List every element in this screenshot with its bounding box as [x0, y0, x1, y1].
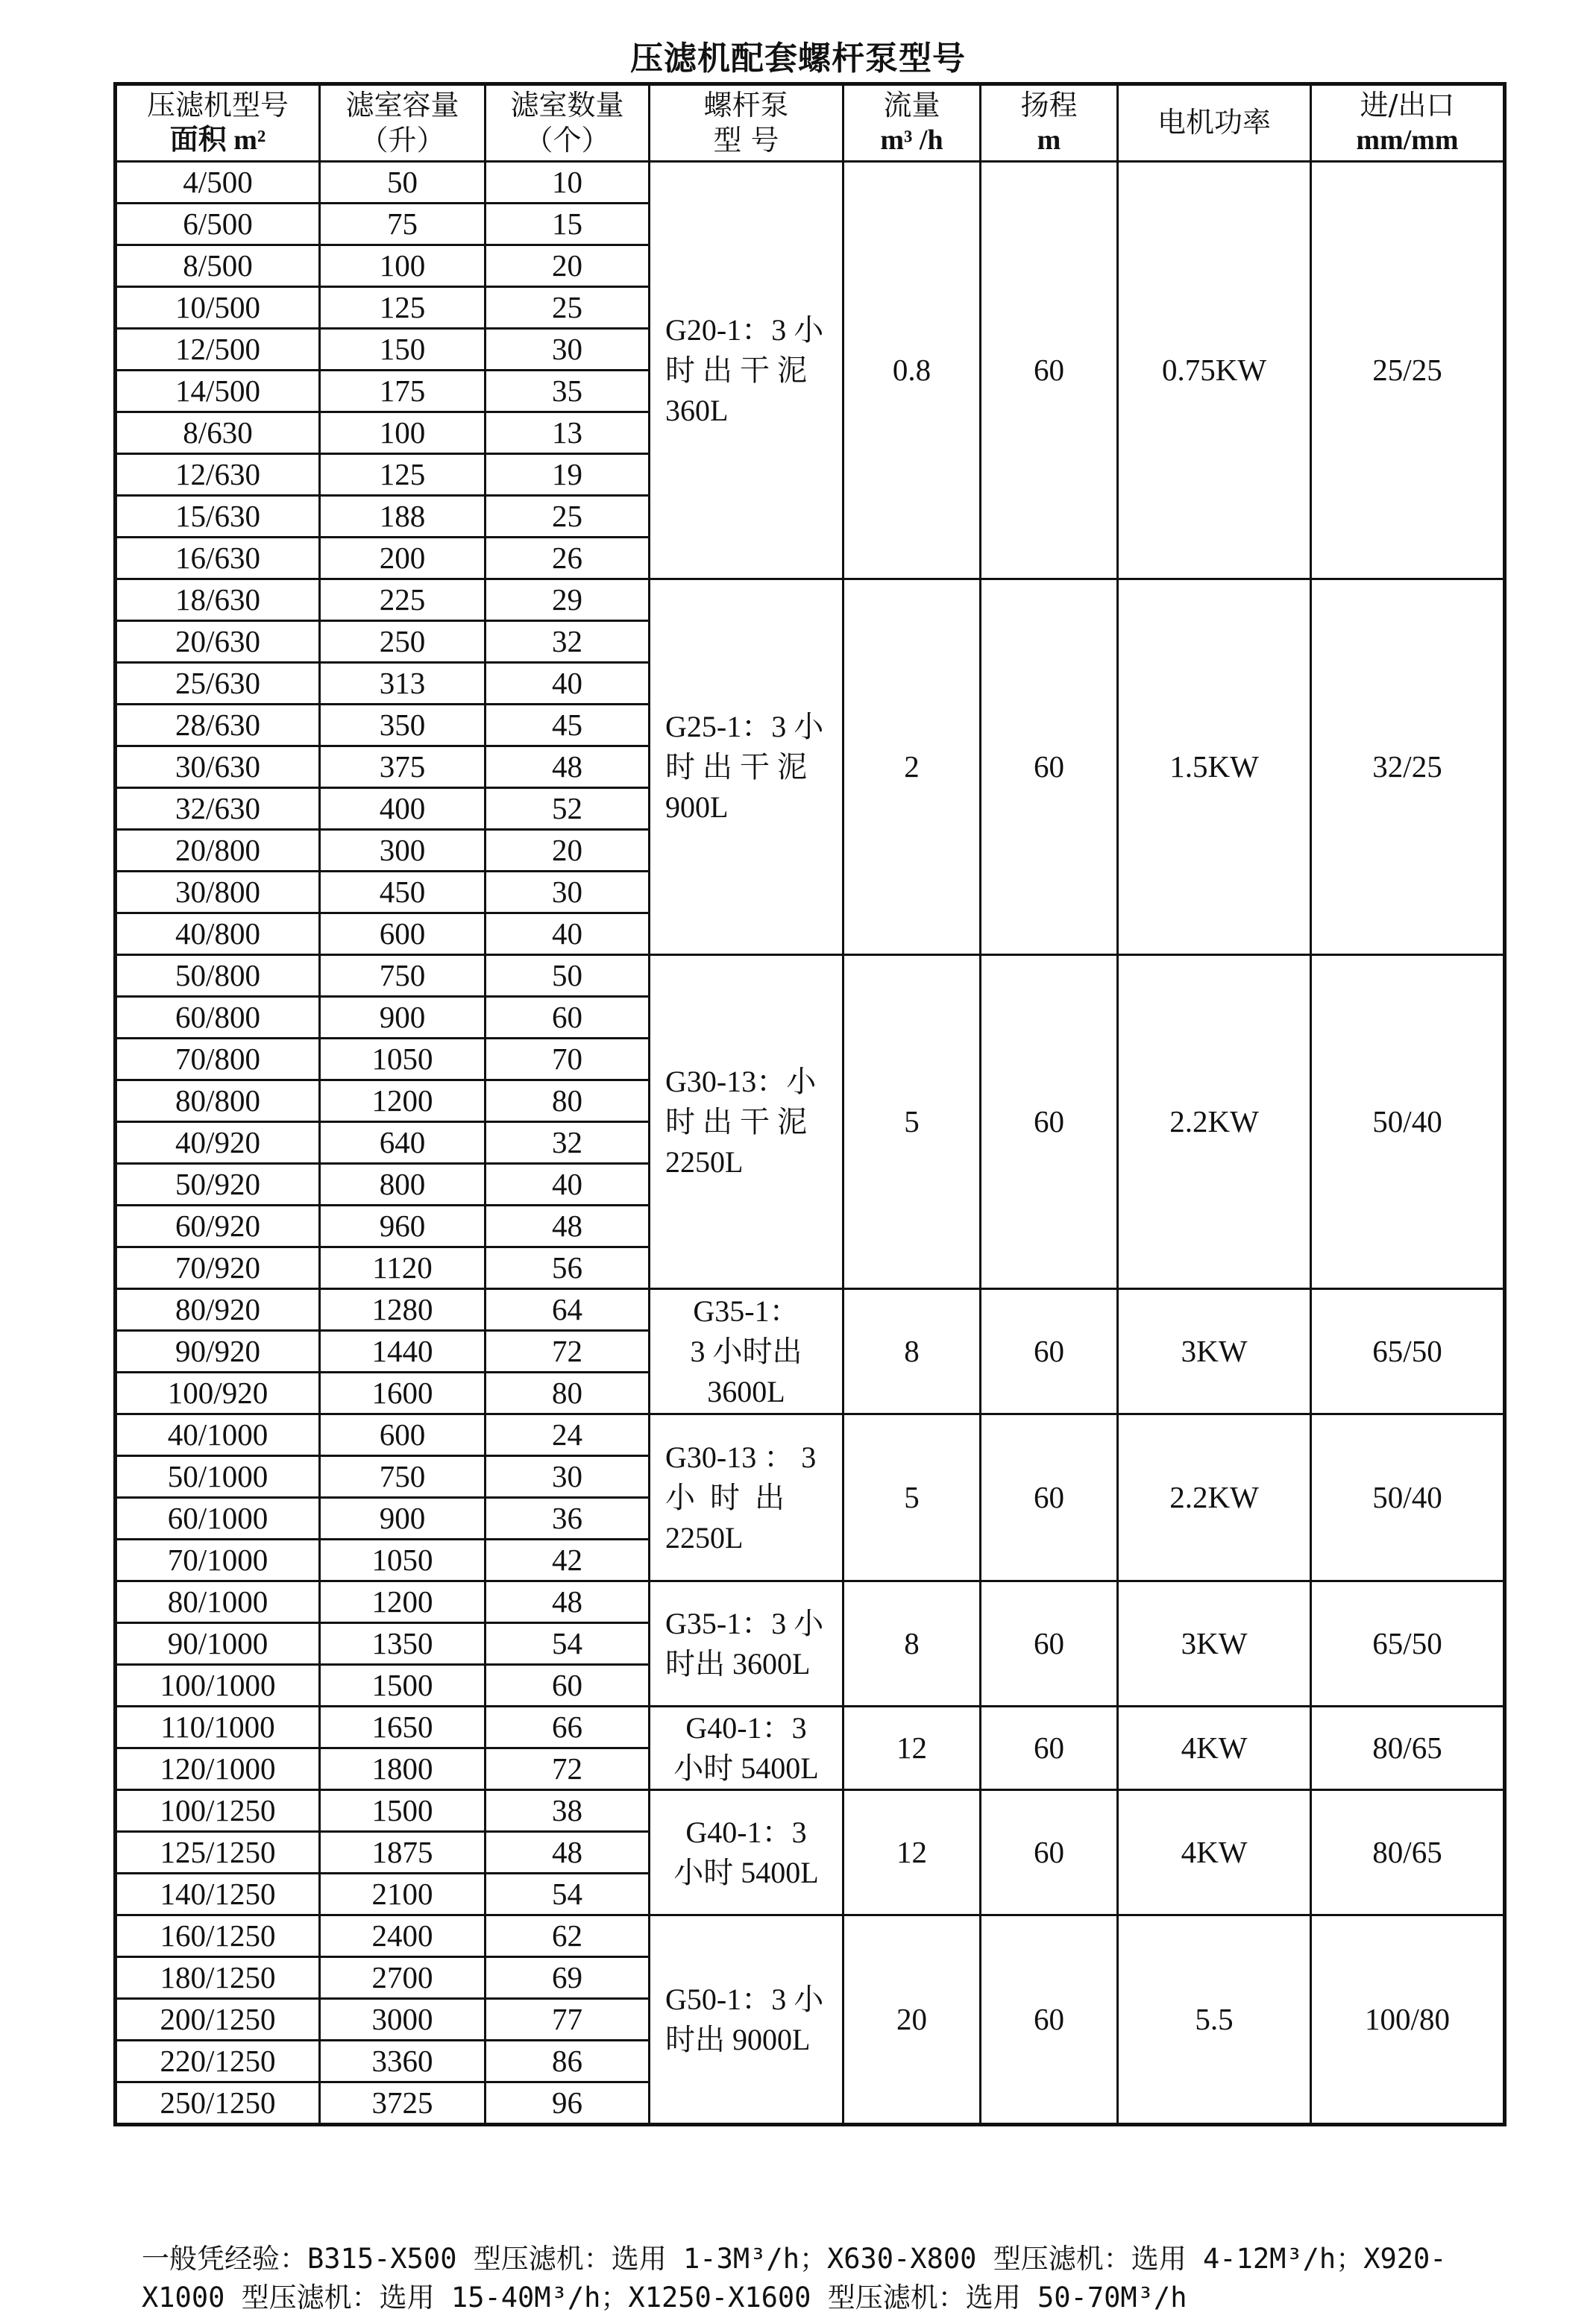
- capacity-cell: 450: [320, 872, 486, 913]
- model-cell: 60/800: [116, 997, 320, 1039]
- inlet-outlet-cell: 50/40: [1311, 1414, 1505, 1581]
- chamber-count-cell: 35: [486, 371, 650, 412]
- flow-cell: 0.8: [843, 162, 981, 579]
- lift-cell: 60: [981, 1915, 1118, 2125]
- capacity-cell: 1200: [320, 1080, 486, 1122]
- capacity-cell: 2400: [320, 1915, 486, 1957]
- model-cell: 40/1000: [116, 1414, 320, 1456]
- model-cell: 90/920: [116, 1331, 320, 1373]
- chamber-count-cell: 72: [486, 1331, 650, 1373]
- capacity-cell: 1350: [320, 1623, 486, 1665]
- pump-spec-table: [113, 82, 1507, 2126]
- lift-cell: 60: [981, 1707, 1118, 1790]
- chamber-count-cell: 32: [486, 1122, 650, 1164]
- capacity-cell: 600: [320, 913, 486, 955]
- capacity-cell: 1650: [320, 1707, 486, 1748]
- header-flow: 流量 m³ /h: [843, 84, 981, 162]
- capacity-cell: 1280: [320, 1289, 486, 1331]
- inlet-outlet-cell: 80/65: [1311, 1790, 1505, 1915]
- capacity-cell: 900: [320, 1498, 486, 1540]
- model-cell: 40/920: [116, 1122, 320, 1164]
- document-title: 压滤机配套螺杆泵型号: [630, 40, 966, 78]
- chamber-count-cell: 62: [486, 1915, 650, 1957]
- header-capacity: 滤室容量 （升）: [320, 84, 486, 162]
- table-row: [116, 1915, 1505, 1957]
- chamber-count-cell: 96: [486, 2082, 650, 2125]
- model-cell: 16/630: [116, 538, 320, 579]
- model-cell: 100/1000: [116, 1665, 320, 1707]
- lift-cell: 60: [981, 1581, 1118, 1707]
- lift-cell: 60: [981, 955, 1118, 1289]
- table-row: [116, 579, 1505, 621]
- chamber-count-cell: 25: [486, 287, 650, 329]
- flow-cell: 12: [843, 1707, 981, 1790]
- model-cell: 90/1000: [116, 1623, 320, 1665]
- model-cell: 125/1250: [116, 1832, 320, 1874]
- capacity-cell: 300: [320, 830, 486, 872]
- chamber-count-cell: 19: [486, 454, 650, 496]
- capacity-cell: 1600: [320, 1373, 486, 1414]
- chamber-count-cell: 24: [486, 1414, 650, 1456]
- capacity-cell: 1500: [320, 1665, 486, 1707]
- model-cell: 20/630: [116, 621, 320, 663]
- model-cell: 70/920: [116, 1247, 320, 1289]
- model-cell: 6/500: [116, 204, 320, 245]
- capacity-cell: 960: [320, 1206, 486, 1247]
- chamber-count-cell: 20: [486, 830, 650, 872]
- model-cell: 80/920: [116, 1289, 320, 1331]
- motor-power-cell: 3KW: [1118, 1581, 1311, 1707]
- motor-power-cell: 3KW: [1118, 1289, 1311, 1414]
- flow-cell: 8: [843, 1581, 981, 1707]
- motor-power-cell: 4KW: [1118, 1707, 1311, 1790]
- model-cell: 20/800: [116, 830, 320, 872]
- footer-note-line-1: 一般凭经验：B315-X500 型压滤机：选用 1-3M³/h；X630-X800 型压滤机：选用 4-12M³/h；X920-: [142, 2243, 1447, 2275]
- pump-model-cell: G25-1：3 小 时 出 干 泥 900L: [650, 579, 843, 955]
- capacity-cell: 640: [320, 1122, 486, 1164]
- inlet-outlet-cell: 65/50: [1311, 1289, 1505, 1414]
- lift-cell: 60: [981, 579, 1118, 955]
- chamber-count-cell: 48: [486, 1581, 650, 1623]
- motor-power-cell: 2.2KW: [1118, 1414, 1311, 1581]
- pump-model-cell: G30-13：小 时 出 干 泥 2250L: [650, 955, 843, 1289]
- model-cell: 30/800: [116, 872, 320, 913]
- capacity-cell: 225: [320, 579, 486, 621]
- model-cell: 8/500: [116, 245, 320, 287]
- chamber-count-cell: 66: [486, 1707, 650, 1748]
- inlet-outlet-cell: 50/40: [1311, 955, 1505, 1289]
- chamber-count-cell: 40: [486, 1164, 650, 1206]
- capacity-cell: 188: [320, 496, 486, 538]
- chamber-count-cell: 36: [486, 1498, 650, 1540]
- capacity-cell: 800: [320, 1164, 486, 1206]
- chamber-count-cell: 60: [486, 997, 650, 1039]
- model-cell: 140/1250: [116, 1874, 320, 1915]
- model-cell: 60/920: [116, 1206, 320, 1247]
- capacity-cell: 2700: [320, 1957, 486, 1999]
- model-cell: 80/1000: [116, 1581, 320, 1623]
- pump-model-cell: G30-13 ： 3 小 时 出 2250L: [650, 1414, 843, 1581]
- capacity-cell: 750: [320, 955, 486, 997]
- inlet-outlet-cell: 25/25: [1311, 162, 1505, 579]
- flow-cell: 12: [843, 1790, 981, 1915]
- capacity-cell: 600: [320, 1414, 486, 1456]
- chamber-count-cell: 77: [486, 1999, 650, 2041]
- chamber-count-cell: 40: [486, 663, 650, 705]
- pump-model-cell: G35-1：3 小 时出 3600L: [650, 1581, 843, 1707]
- flow-cell: 5: [843, 1414, 981, 1581]
- chamber-count-cell: 10: [486, 162, 650, 204]
- model-cell: 220/1250: [116, 2041, 320, 2082]
- model-cell: 18/630: [116, 579, 320, 621]
- model-cell: 100/1250: [116, 1790, 320, 1832]
- model-cell: 40/800: [116, 913, 320, 955]
- chamber-count-cell: 25: [486, 496, 650, 538]
- header-pump-model: 螺杆泵 型 号: [650, 84, 843, 162]
- capacity-cell: 125: [320, 454, 486, 496]
- chamber-count-cell: 29: [486, 579, 650, 621]
- model-cell: 15/630: [116, 496, 320, 538]
- pump-model-cell: G50-1：3 小 时出 9000L: [650, 1915, 843, 2125]
- capacity-cell: 375: [320, 746, 486, 788]
- chamber-count-cell: 60: [486, 1665, 650, 1707]
- motor-power-cell: 4KW: [1118, 1790, 1311, 1915]
- header-row: [116, 84, 1505, 162]
- inlet-outlet-cell: 100/80: [1311, 1915, 1505, 2125]
- chamber-count-cell: 56: [486, 1247, 650, 1289]
- capacity-cell: 175: [320, 371, 486, 412]
- header-lift: 扬程 m: [981, 84, 1118, 162]
- model-cell: 50/1000: [116, 1456, 320, 1498]
- chamber-count-cell: 32: [486, 621, 650, 663]
- model-cell: 32/630: [116, 788, 320, 830]
- capacity-cell: 900: [320, 997, 486, 1039]
- capacity-cell: 3725: [320, 2082, 486, 2125]
- chamber-count-cell: 86: [486, 2041, 650, 2082]
- model-cell: 200/1250: [116, 1999, 320, 2041]
- capacity-cell: 400: [320, 788, 486, 830]
- chamber-count-cell: 72: [486, 1748, 650, 1790]
- model-cell: 80/800: [116, 1080, 320, 1122]
- model-cell: 100/920: [116, 1373, 320, 1414]
- pump-model-cell: G40-1：3 小时 5400L: [650, 1707, 843, 1790]
- chamber-count-cell: 70: [486, 1039, 650, 1080]
- lift-cell: 60: [981, 162, 1118, 579]
- capacity-cell: 100: [320, 412, 486, 454]
- inlet-outlet-cell: 32/25: [1311, 579, 1505, 955]
- chamber-count-cell: 42: [486, 1540, 650, 1581]
- inlet-outlet-cell: 80/65: [1311, 1707, 1505, 1790]
- pump-model-cell: G35-1： 3 小时出 3600L: [650, 1289, 843, 1414]
- chamber-count-cell: 26: [486, 538, 650, 579]
- capacity-cell: 350: [320, 705, 486, 746]
- capacity-cell: 1050: [320, 1540, 486, 1581]
- chamber-count-cell: 69: [486, 1957, 650, 1999]
- flow-cell: 20: [843, 1915, 981, 2125]
- motor-power-cell: 5.5: [1118, 1915, 1311, 2125]
- chamber-count-cell: 48: [486, 746, 650, 788]
- model-cell: 14/500: [116, 371, 320, 412]
- chamber-count-cell: 30: [486, 329, 650, 371]
- pump-model-cell: G40-1：3 小时 5400L: [650, 1790, 843, 1915]
- lift-cell: 60: [981, 1790, 1118, 1915]
- capacity-cell: 1200: [320, 1581, 486, 1623]
- table-row: [116, 1790, 1505, 1832]
- capacity-cell: 75: [320, 204, 486, 245]
- capacity-cell: 750: [320, 1456, 486, 1498]
- chamber-count-cell: 54: [486, 1623, 650, 1665]
- model-cell: 250/1250: [116, 2082, 320, 2125]
- header-motor-power: 电机功率: [1118, 84, 1311, 162]
- chamber-count-cell: 48: [486, 1206, 650, 1247]
- capacity-cell: 1800: [320, 1748, 486, 1790]
- model-cell: 70/800: [116, 1039, 320, 1080]
- flow-cell: 8: [843, 1289, 981, 1414]
- footer-note-line-2: X1000 型压滤机：选用 15-40M³/h；X1250-X1600 型压滤机：选用 50-70M³/h: [142, 2282, 1187, 2314]
- capacity-cell: 200: [320, 538, 486, 579]
- model-cell: 180/1250: [116, 1957, 320, 1999]
- flow-cell: 5: [843, 955, 981, 1289]
- chamber-count-cell: 54: [486, 1874, 650, 1915]
- chamber-count-cell: 13: [486, 412, 650, 454]
- table-row: [116, 1414, 1505, 1456]
- chamber-count-cell: 80: [486, 1080, 650, 1122]
- model-cell: 8/630: [116, 412, 320, 454]
- header-model: 压滤机型号 面积 m²: [116, 84, 320, 162]
- capacity-cell: 125: [320, 287, 486, 329]
- chamber-count-cell: 38: [486, 1790, 650, 1832]
- chamber-count-cell: 40: [486, 913, 650, 955]
- table-row: [116, 955, 1505, 997]
- chamber-count-cell: 15: [486, 204, 650, 245]
- table-row: [116, 1581, 1505, 1623]
- motor-power-cell: 0.75KW: [1118, 162, 1311, 579]
- inlet-outlet-cell: 65/50: [1311, 1581, 1505, 1707]
- chamber-count-cell: 52: [486, 788, 650, 830]
- chamber-count-cell: 48: [486, 1832, 650, 1874]
- model-cell: 30/630: [116, 746, 320, 788]
- header-inlet-outlet: 进/出口 mm/mm: [1311, 84, 1505, 162]
- capacity-cell: 1120: [320, 1247, 486, 1289]
- chamber-count-cell: 20: [486, 245, 650, 287]
- model-cell: 10/500: [116, 287, 320, 329]
- chamber-count-cell: 30: [486, 872, 650, 913]
- model-cell: 110/1000: [116, 1707, 320, 1748]
- flow-cell: 2: [843, 579, 981, 955]
- capacity-cell: 250: [320, 621, 486, 663]
- model-cell: 50/800: [116, 955, 320, 997]
- capacity-cell: 1500: [320, 1790, 486, 1832]
- model-cell: 12/500: [116, 329, 320, 371]
- table-row: [116, 1707, 1505, 1748]
- model-cell: 70/1000: [116, 1540, 320, 1581]
- table-body: [116, 84, 1505, 2125]
- motor-power-cell: 1.5KW: [1118, 579, 1311, 955]
- capacity-cell: 313: [320, 663, 486, 705]
- capacity-cell: 50: [320, 162, 486, 204]
- chamber-count-cell: 30: [486, 1456, 650, 1498]
- model-cell: 12/630: [116, 454, 320, 496]
- capacity-cell: 3360: [320, 2041, 486, 2082]
- lift-cell: 60: [981, 1414, 1118, 1581]
- motor-power-cell: 2.2KW: [1118, 955, 1311, 1289]
- capacity-cell: 1875: [320, 1832, 486, 1874]
- chamber-count-cell: 45: [486, 705, 650, 746]
- chamber-count-cell: 80: [486, 1373, 650, 1414]
- pump-model-cell: G20-1：3 小 时 出 干 泥 360L: [650, 162, 843, 579]
- model-cell: 120/1000: [116, 1748, 320, 1790]
- model-cell: 25/630: [116, 663, 320, 705]
- table-row: [116, 1289, 1505, 1331]
- capacity-cell: 100: [320, 245, 486, 287]
- model-cell: 160/1250: [116, 1915, 320, 1957]
- capacity-cell: 1440: [320, 1331, 486, 1373]
- chamber-count-cell: 64: [486, 1289, 650, 1331]
- table-row: [116, 162, 1505, 204]
- capacity-cell: 1050: [320, 1039, 486, 1080]
- header-chambers: 滤室数量 （个）: [486, 84, 650, 162]
- lift-cell: 60: [981, 1289, 1118, 1414]
- model-cell: 28/630: [116, 705, 320, 746]
- capacity-cell: 150: [320, 329, 486, 371]
- model-cell: 60/1000: [116, 1498, 320, 1540]
- model-cell: 4/500: [116, 162, 320, 204]
- capacity-cell: 3000: [320, 1999, 486, 2041]
- capacity-cell: 2100: [320, 1874, 486, 1915]
- model-cell: 50/920: [116, 1164, 320, 1206]
- chamber-count-cell: 50: [486, 955, 650, 997]
